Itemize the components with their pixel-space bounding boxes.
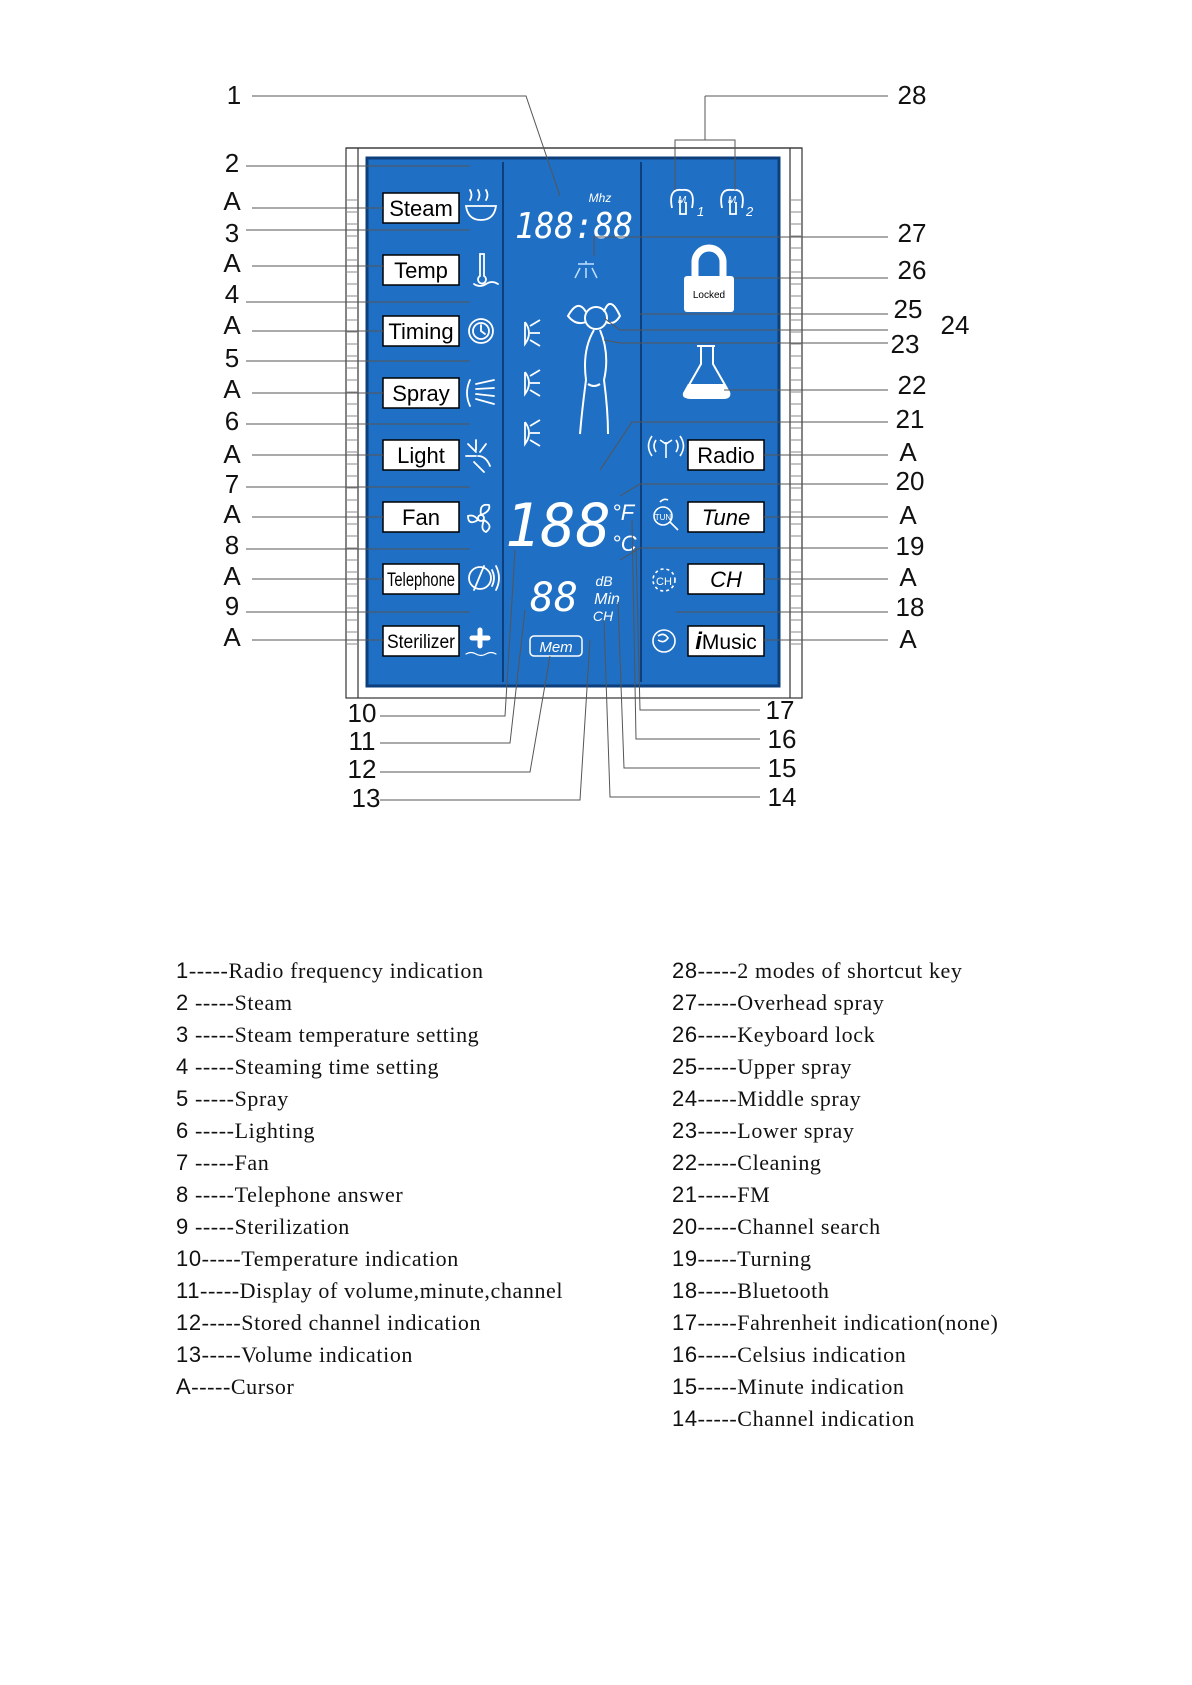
shortcut-1-label: 1 xyxy=(697,204,705,219)
radio-button[interactable] xyxy=(688,440,764,470)
legend-num: 28 xyxy=(672,958,698,983)
callout-bottom-left-3: 13 xyxy=(351,783,381,813)
legend-row xyxy=(672,1179,998,1211)
temp-button[interactable] xyxy=(383,255,459,285)
min-unit: Min xyxy=(594,591,620,608)
legend-text: -----Middle spray xyxy=(697,1086,862,1111)
legend-text: -----Telephone answer xyxy=(188,1182,404,1207)
legend-num: 26 xyxy=(672,1022,698,1047)
steam-button[interactable] xyxy=(383,193,459,223)
legend-left-column xyxy=(176,955,563,1403)
right-callouts xyxy=(891,80,970,654)
callout-right-10: A xyxy=(899,500,917,530)
timing-button[interactable] xyxy=(383,316,459,346)
clock-icon xyxy=(469,319,493,343)
fan-button[interactable] xyxy=(383,502,459,532)
legend-row xyxy=(176,1371,563,1403)
callout-right-14: A xyxy=(899,624,917,654)
steam-button-label: Steam xyxy=(389,196,453,221)
legend-num: 4 xyxy=(176,1054,189,1079)
legend-num: 20 xyxy=(672,1214,698,1239)
legend-num: 13 xyxy=(176,1342,202,1367)
legend-text: -----Celsius indication xyxy=(697,1342,907,1367)
legend-row xyxy=(176,1243,563,1275)
music-word: Music xyxy=(701,631,757,654)
callout-left-7: A xyxy=(223,374,241,404)
music-button-label xyxy=(695,628,757,655)
legend-num: 5 xyxy=(176,1086,189,1111)
legend xyxy=(0,955,1192,1455)
music-button[interactable] xyxy=(688,626,764,656)
legend-text: -----Cursor xyxy=(191,1374,295,1399)
tune-icon-text: TUN xyxy=(654,513,672,522)
mem-label: Mem xyxy=(539,639,573,656)
lock-label: Locked xyxy=(692,290,726,301)
ch-button-label: CH xyxy=(710,567,742,592)
legend-text: -----Turning xyxy=(697,1246,812,1271)
callout-left-15: A xyxy=(223,622,241,652)
callout-bottom-left-0: 10 xyxy=(347,698,377,728)
fahrenheit-unit: °F xyxy=(612,500,635,525)
legend-row xyxy=(672,1275,998,1307)
radio-button-label: Radio xyxy=(697,443,755,468)
legend-row xyxy=(672,1051,998,1083)
legend-row xyxy=(176,1275,563,1307)
clock-digits: 188:88 xyxy=(515,206,633,247)
fan-button-label: Fan xyxy=(402,505,440,530)
legend-row xyxy=(176,1051,563,1083)
legend-text: -----Stored channel indication xyxy=(201,1310,482,1335)
callout-bottom-right-1: 16 xyxy=(767,724,797,754)
callout-left-14: 9 xyxy=(224,591,240,621)
ch-button[interactable] xyxy=(688,564,764,594)
shortcut-2-m: M xyxy=(727,195,737,206)
callout-left-5: A xyxy=(223,310,241,340)
callout-left-6: 5 xyxy=(224,343,240,373)
legend-num: 12 xyxy=(176,1310,202,1335)
callout-right-8: A xyxy=(899,437,917,467)
callout-left-9: A xyxy=(223,439,241,469)
callout-left-10: 7 xyxy=(224,469,240,499)
callout-right-7: 21 xyxy=(895,404,925,434)
legend-row xyxy=(672,1211,998,1243)
legend-num: 2 xyxy=(176,990,189,1015)
legend-row xyxy=(672,1083,998,1115)
callout-left-3: A xyxy=(223,248,241,278)
legend-row xyxy=(672,1243,998,1275)
legend-text: -----Channel search xyxy=(697,1214,881,1239)
callout-bottom-left-2: 12 xyxy=(347,754,377,784)
legend-row xyxy=(176,1179,563,1211)
callout-right-3: 25 xyxy=(893,294,923,324)
temp-button-label: Temp xyxy=(394,258,448,283)
left-callouts xyxy=(223,148,241,652)
legend-text: -----Upper spray xyxy=(697,1054,853,1079)
legend-num: 24 xyxy=(672,1086,698,1111)
callout-left-0: 2 xyxy=(224,148,240,178)
legend-row xyxy=(176,955,563,987)
light-button[interactable] xyxy=(383,440,459,470)
music-prefix: i xyxy=(695,628,702,655)
legend-right-column xyxy=(672,955,998,1435)
callout-right-0: 28 xyxy=(897,80,927,110)
legend-text: -----Keyboard lock xyxy=(697,1022,876,1047)
legend-text: -----Temperature indication xyxy=(201,1246,459,1271)
legend-text: -----Sterilization xyxy=(188,1214,350,1239)
legend-num: 19 xyxy=(672,1246,698,1271)
legend-text: -----FM xyxy=(697,1182,771,1207)
legend-row xyxy=(672,1339,998,1371)
legend-row xyxy=(672,1147,998,1179)
legend-num: 17 xyxy=(672,1310,698,1335)
callout-left-11: A xyxy=(223,499,241,529)
legend-num: 9 xyxy=(176,1214,189,1239)
legend-text: -----Minute indication xyxy=(697,1374,905,1399)
legend-num: A xyxy=(176,1374,192,1399)
legend-num: 14 xyxy=(672,1406,698,1431)
legend-text: -----Steam temperature setting xyxy=(188,1022,480,1047)
legend-row xyxy=(672,1403,998,1435)
legend-text: -----Overhead spray xyxy=(697,990,885,1015)
legend-num: 8 xyxy=(176,1182,189,1207)
legend-row xyxy=(176,1019,563,1051)
legend-row xyxy=(176,1307,563,1339)
callout-right-13: 18 xyxy=(895,592,925,622)
legend-num: 3 xyxy=(176,1022,189,1047)
legend-num: 23 xyxy=(672,1118,698,1143)
legend-row xyxy=(672,1019,998,1051)
ch-icon-text: CH xyxy=(656,576,672,588)
legend-text: -----Radio frequency indication xyxy=(188,958,484,983)
legend-num: 22 xyxy=(672,1150,698,1175)
legend-num: 15 xyxy=(672,1374,698,1399)
callout-left-2: 3 xyxy=(224,218,240,248)
shortcut-2-label: 2 xyxy=(746,204,754,219)
sterilizer-button-label: Sterilizer xyxy=(387,632,456,653)
temp-digits: 188 xyxy=(505,491,611,561)
legend-row xyxy=(176,1115,563,1147)
legend-text: -----Fan xyxy=(188,1150,270,1175)
legend-text: -----Steaming time setting xyxy=(188,1054,440,1079)
callout-left-4: 4 xyxy=(224,279,240,309)
legend-text: -----Bluetooth xyxy=(697,1278,830,1303)
bottom-callouts xyxy=(348,695,797,813)
legend-text: -----Cleaning xyxy=(697,1150,822,1175)
db-unit: dB xyxy=(595,573,613,589)
callout-right-1: 27 xyxy=(897,218,927,248)
callout-left-8: 6 xyxy=(224,406,240,436)
celsius-unit: °C xyxy=(612,531,637,556)
legend-row xyxy=(672,987,998,1019)
callout-left-13: A xyxy=(223,561,241,591)
tune-button[interactable] xyxy=(688,502,764,532)
spray-button-label: Spray xyxy=(392,381,450,406)
callout-right-5: 23 xyxy=(890,329,920,359)
callout-right-9: 20 xyxy=(895,466,925,496)
shortcut-1-m: M xyxy=(677,195,687,206)
freq-unit-label: Mhz xyxy=(588,191,612,205)
ch-unit: CH xyxy=(592,608,614,624)
legend-num: 27 xyxy=(672,990,698,1015)
callout-right-4: 24 xyxy=(940,310,970,340)
legend-row xyxy=(176,987,563,1019)
callout-bottom-right-3: 14 xyxy=(767,782,797,812)
legend-num: 21 xyxy=(672,1182,698,1207)
pin-strip-left xyxy=(346,200,358,644)
legend-row xyxy=(176,1211,563,1243)
timing-button-label: Timing xyxy=(388,319,454,344)
legend-text: -----Steam xyxy=(188,990,293,1015)
legend-num: 1 xyxy=(176,958,189,983)
legend-num: 25 xyxy=(672,1054,698,1079)
legend-text: -----Spray xyxy=(188,1086,289,1111)
callout-left-12: 8 xyxy=(224,530,240,560)
legend-num: 7 xyxy=(176,1150,189,1175)
callout-right-2: 26 xyxy=(897,255,927,285)
legend-num: 18 xyxy=(672,1278,698,1303)
small-digits: 88 xyxy=(530,575,578,621)
legend-row xyxy=(176,1147,563,1179)
callout-right-6: 22 xyxy=(897,370,927,400)
legend-text: -----Volume indication xyxy=(201,1342,414,1367)
legend-row xyxy=(176,1339,563,1371)
light-button-label: Light xyxy=(397,443,445,468)
callout-top: 1 xyxy=(226,80,242,110)
callout-bottom-right-2: 15 xyxy=(767,753,797,783)
callout-right-12: A xyxy=(899,562,917,592)
legend-row xyxy=(672,955,998,987)
legend-text: -----Lighting xyxy=(188,1118,316,1143)
tune-button-label: Tune xyxy=(701,505,751,530)
sterilizer-button[interactable] xyxy=(383,626,459,656)
legend-row xyxy=(672,1371,998,1403)
legend-text: -----2 modes of shortcut key xyxy=(697,958,963,983)
telephone-button-label: Telephone xyxy=(387,570,455,591)
legend-num: 11 xyxy=(176,1278,201,1303)
telephone-button[interactable] xyxy=(383,564,459,594)
callout-bottom-right-0: 17 xyxy=(765,695,795,725)
lcd-diagram xyxy=(0,0,1192,820)
callout-bottom-left-1: 11 xyxy=(348,726,376,756)
legend-num: 6 xyxy=(176,1118,189,1143)
callout-right-11: 19 xyxy=(895,531,925,561)
spray-button[interactable] xyxy=(383,378,459,408)
callout-left-1: A xyxy=(223,186,241,216)
legend-row xyxy=(672,1307,998,1339)
legend-text: -----Channel indication xyxy=(697,1406,915,1431)
legend-num: 16 xyxy=(672,1342,698,1367)
legend-text: -----Display of volume,minute,channel xyxy=(200,1278,564,1303)
legend-row xyxy=(672,1115,998,1147)
legend-text: -----Lower spray xyxy=(697,1118,855,1143)
legend-row xyxy=(176,1083,563,1115)
legend-text: -----Fahrenheit indication(none) xyxy=(697,1310,999,1335)
legend-num: 10 xyxy=(176,1246,202,1271)
